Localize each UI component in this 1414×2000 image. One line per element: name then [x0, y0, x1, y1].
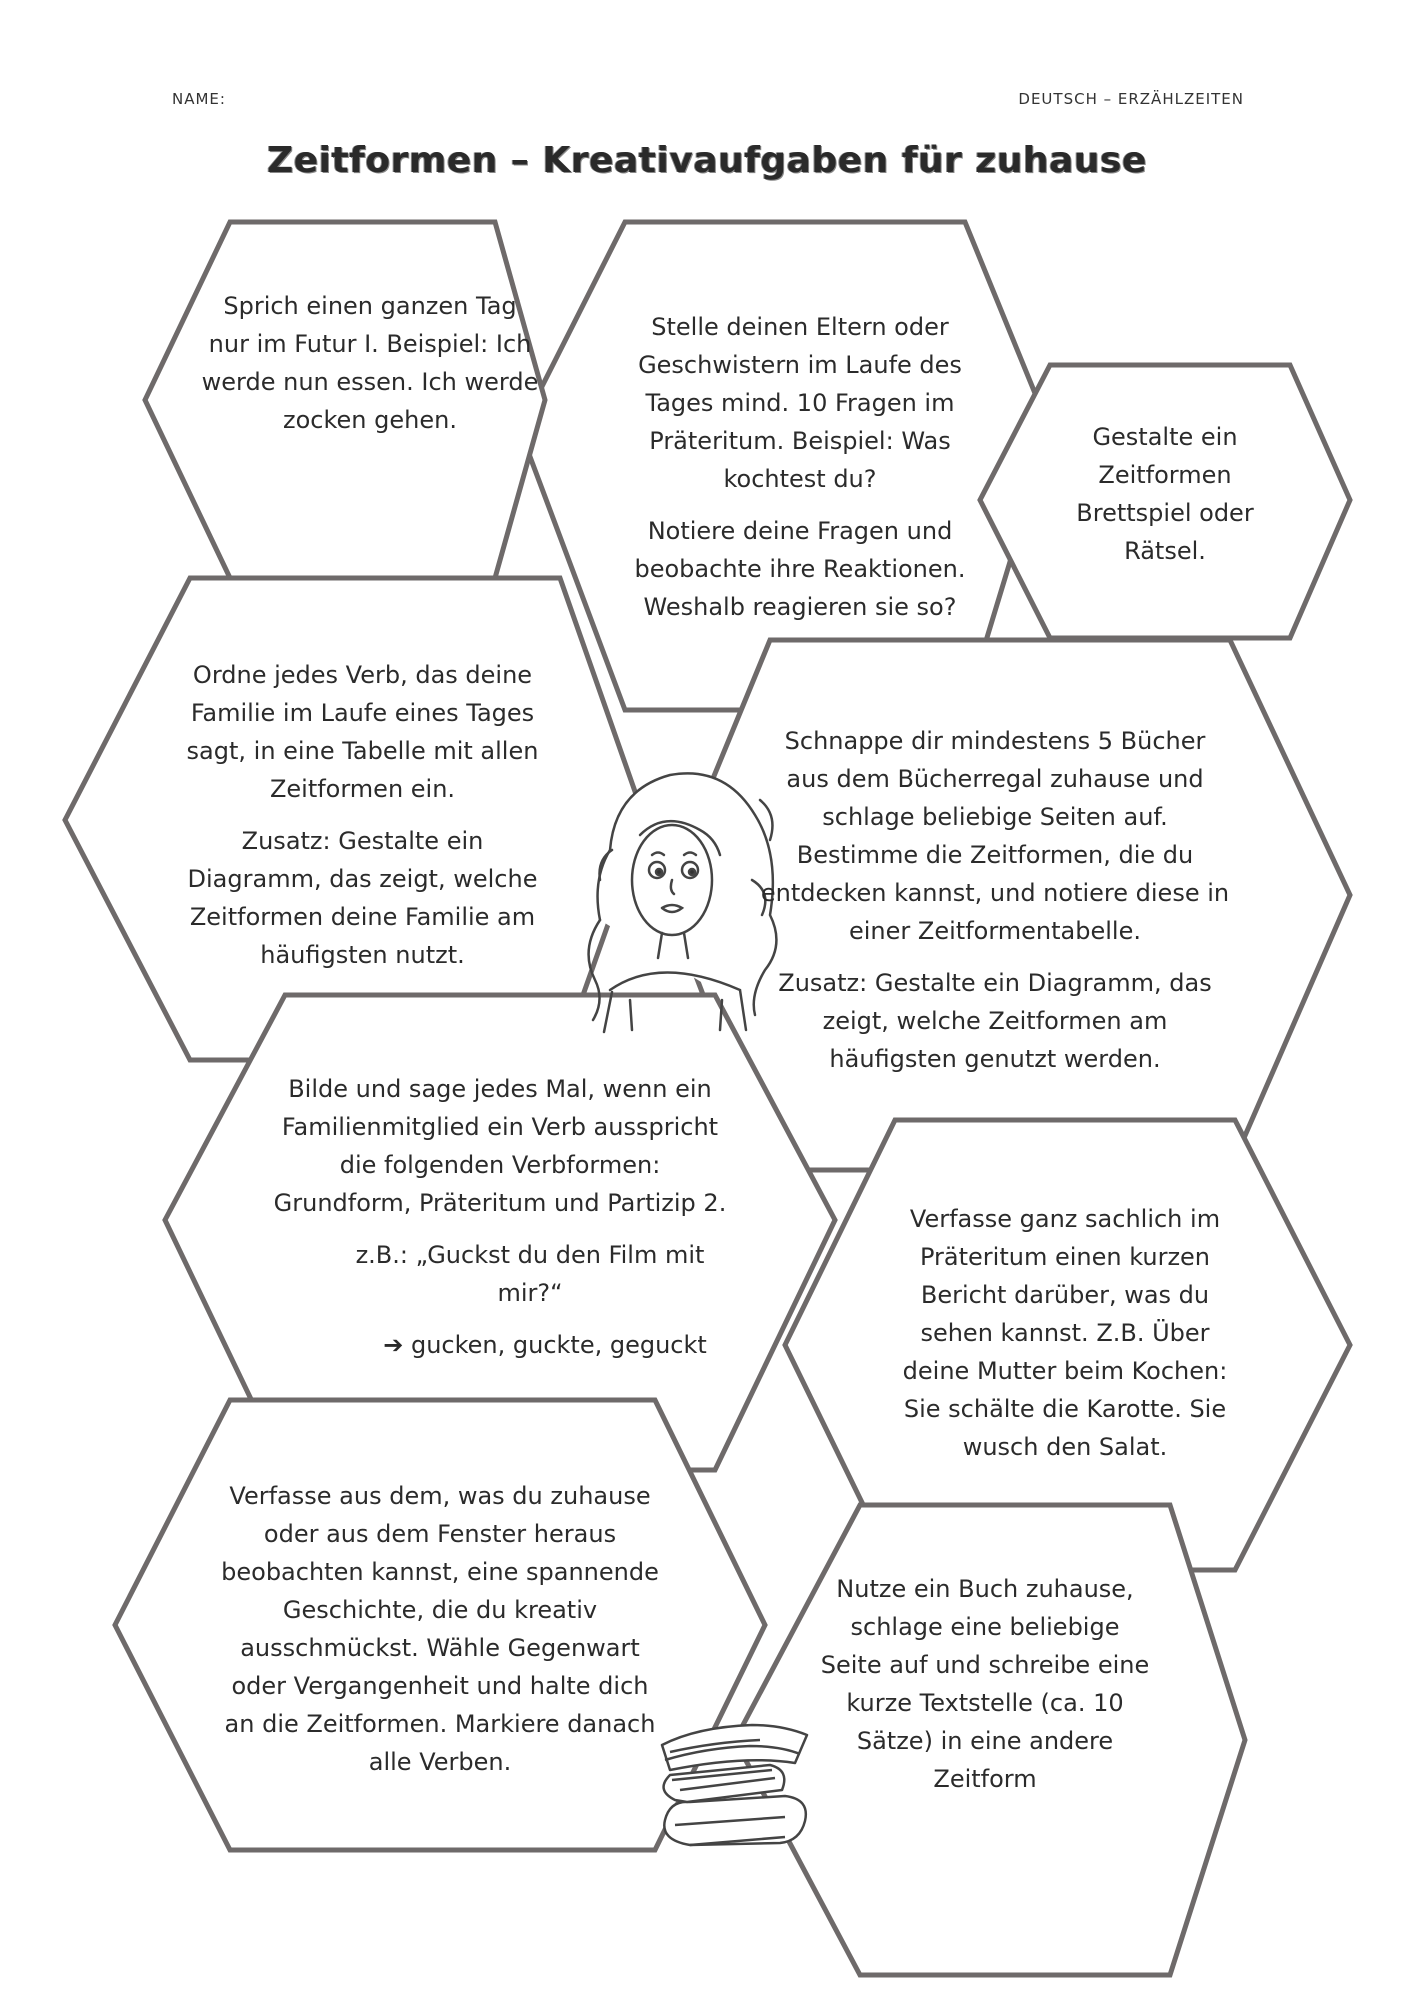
card-praeteritum-fragen-text: Stelle deinen Eltern oder Geschwistern im Laufe des Tages mind. 10 Fragen im Präteritum. Beispiel: Was kochtest du? — [638, 313, 962, 493]
card-buecher-text: Schnappe dir mindestens 5 Bücher aus dem Bücherregal zuhause und schlage beliebige Seiten auf. Bestimme die Zeitformen, die du entdecken kannst, und notiere diese in einer Zeitformentabelle. — [760, 727, 1230, 945]
card-buecher-zusatz: Zusatz: Gestalte ein Diagramm, das zeigt, welche Zeitformen am häufigsten genutzt werden. — [778, 969, 1212, 1073]
card-futur — [200, 287, 540, 439]
card-textstelle — [820, 1570, 1150, 1798]
card-bericht — [890, 1200, 1240, 1466]
card-geschichte-text: Verfasse aus dem, was du zuhause oder aus dem Fenster heraus beobachten kannst, eine spannende Geschichte, die du kreativ ausschmückst. Wähle Gegenwart oder Vergangenheit und halte dich an die Zeitformen. Markiere danach alle Verben. — [221, 1482, 659, 1776]
card-praeteritum-fragen-note: Notiere deine Fragen und beobachte ihre Reaktionen. Weshalb reagieren sie so? — [634, 517, 966, 621]
card-geschichte — [215, 1477, 665, 1781]
card-verbformen-beispiel: z.B.: „Guckst du den Film mit mir?“ — [355, 1241, 705, 1307]
name-label: NAME: — [172, 90, 226, 108]
card-brettspiel-text: Gestalte ein Zeitformen Brettspiel oder Rätsel. — [1076, 423, 1254, 565]
card-textstelle-text: Nutze ein Buch zuhause, schlage eine beliebige Seite auf und schreibe eine kurze Textstelle (ca. 10 Sätze) in eine andere Zeitform — [820, 1575, 1150, 1793]
card-verb-tabelle-text: Ordne jedes Verb, das deine Familie im Laufe eines Tages sagt, in eine Tabelle mit allen Zeitformen ein. — [186, 661, 539, 803]
card-verbformen-loesung-text: gucken, guckte, geguckt — [410, 1331, 707, 1359]
card-verb-tabelle — [175, 656, 550, 974]
card-verb-tabelle-zusatz: Zusatz: Gestalte ein Diagramm, das zeigt, welche Zeitformen deine Familie am häufigsten nutzt. — [187, 827, 538, 969]
card-futur-text: Sprich einen ganzen Tag nur im Futur I. Beispiel: Ich werde nun essen. Ich werde zocken gehen. — [201, 292, 539, 434]
page-title: Zeitformen – Kreativaufgaben für zuhause — [267, 140, 1147, 181]
card-buecher — [760, 722, 1230, 1078]
card-verbformen — [270, 1070, 730, 1364]
card-brettspiel — [1045, 418, 1285, 570]
card-verbformen-loesung — [270, 1326, 730, 1364]
subject-label: DEUTSCH – ERZÄHLZEITEN — [1018, 90, 1244, 108]
card-praeteritum-fragen — [605, 308, 995, 626]
card-bericht-text: Verfasse ganz sachlich im Präteritum einen kurzen Bericht darüber, was du sehen kannst. Z.B. Über deine Mutter beim Kochen: Sie schälte die Karotte. Sie wusch den Salat. — [902, 1205, 1228, 1461]
card-verbformen-text: Bilde und sage jedes Mal, wenn ein Familienmitglied ein Verb ausspricht die folgenden Verbformen: Grundform, Präteritum und Partizip 2. — [273, 1075, 727, 1217]
arrow-right-icon: ➔ — [383, 1331, 404, 1359]
